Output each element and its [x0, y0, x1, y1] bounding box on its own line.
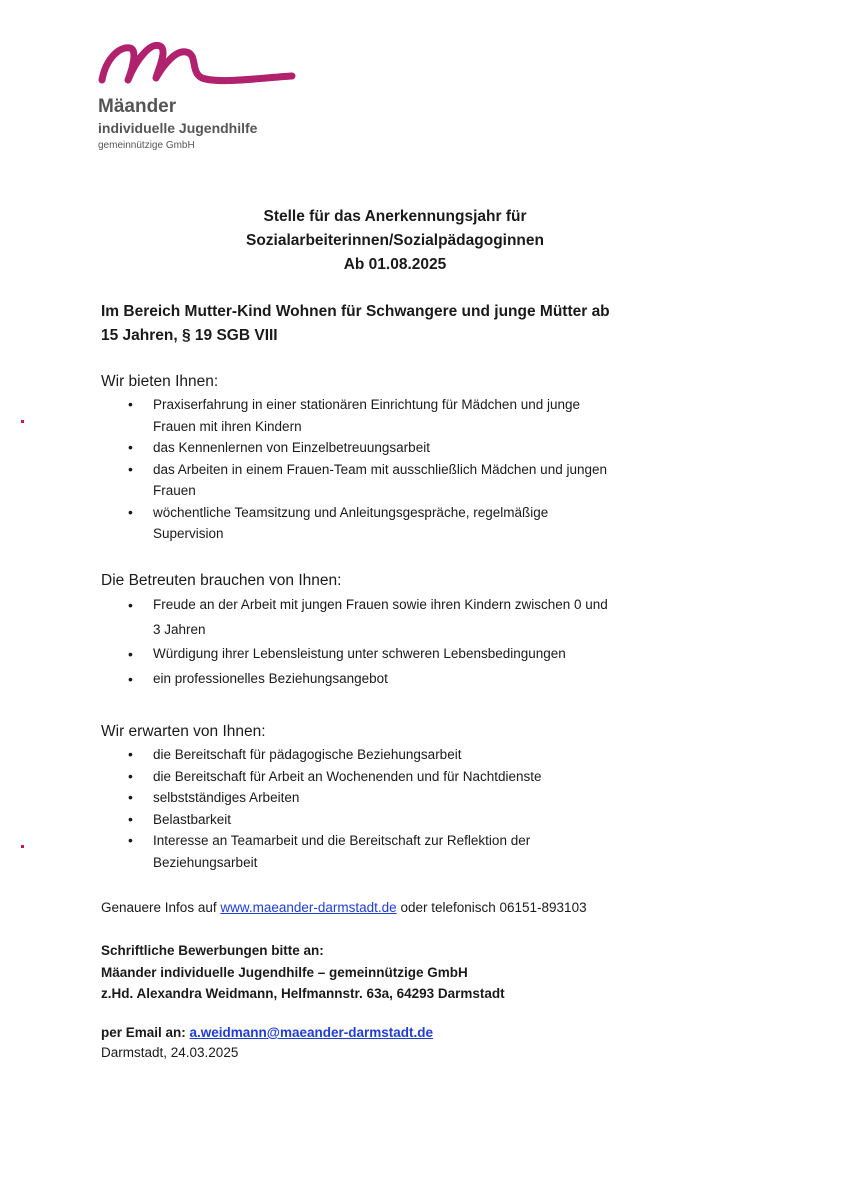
title-line: Sozialarbeiterinnen/Sozialpädagoginnen	[246, 232, 544, 249]
place-date: Darmstadt, 24.03.2025	[101, 1045, 239, 1060]
list-item: • Freude an der Arbeit mit jungen Frauen sowie ihren Kindern zwischen 0 und 3 Jahren	[153, 593, 721, 642]
list-item: • Interesse an Teamarbeit und die Bereitschaft zur Reflektion der Beziehungsarbeit	[153, 830, 721, 873]
list-item: • selbstständiges Arbeiten	[153, 787, 721, 809]
expect-heading: Wir erwarten von Ihnen:	[101, 723, 266, 740]
list-item: • ein professionelles Beziehungsangebot	[153, 667, 721, 692]
title-line: Stelle für das Anerkennungsjahr für	[263, 208, 527, 225]
list-item: • die Bereitschaft für Arbeit an Wochenenden und für Nachtdienste	[153, 766, 721, 788]
logo-subtitle: individuelle Jugendhilfe	[98, 120, 258, 136]
list-item: • das Kennenlernen von Einzelbetreuungsarbeit	[153, 437, 721, 459]
info-phone: oder telefonisch 06151-893103	[396, 900, 587, 915]
list-item: • die Bereitschaft für pädagogische Beziehungsarbeit	[153, 744, 721, 766]
intro-paragraph	[101, 300, 701, 348]
needs-list	[101, 593, 721, 691]
apply-heading: Schriftliche Bewerbungen bitte an:	[101, 943, 324, 958]
email-link[interactable]: a.weidmann@maeander-darmstadt.de	[189, 1025, 434, 1040]
list-item: • Belastbarkeit	[153, 809, 721, 831]
offer-heading: Wir bieten Ihnen:	[101, 373, 219, 390]
info-prefix: Genauere Infos auf	[101, 900, 221, 915]
apply-contact-person: z.Hd. Alexandra Weidmann, Helfmannstr. 63a, 64293 Darmstadt	[101, 986, 505, 1001]
website-link[interactable]: www.maeander-darmstadt.de	[220, 900, 397, 915]
company-logo	[98, 36, 298, 154]
logo-name: Mäander	[98, 96, 177, 117]
apply-organization: Mäander individuelle Jugendhilfe – gemeinnützige GmbH	[101, 964, 468, 980]
margin-mark	[21, 845, 24, 848]
list-item: • Würdigung ihrer Lebensleistung unter schweren Lebensbedingungen	[153, 642, 721, 667]
expect-list	[101, 744, 721, 873]
expect-section	[101, 722, 721, 873]
offer-section	[101, 372, 721, 545]
intro-line: 15 Jahren, § 19 SGB VIII	[101, 327, 278, 344]
maeander-logo-mark	[98, 36, 298, 92]
job-title	[100, 205, 690, 277]
list-item: • das Arbeiten in einem Frauen-Team mit ausschließlich Mädchen und jungen Frauen	[153, 459, 721, 502]
list-item: • wöchentliche Teamsitzung und Anleitungsgespräche, regelmäßige Supervision	[153, 502, 721, 545]
info-line	[101, 898, 587, 918]
logo-legal-form: gemeinnützige GmbH	[98, 140, 195, 151]
offer-list	[101, 394, 721, 545]
email-block	[101, 1023, 433, 1063]
email-label: per Email an:	[101, 1025, 190, 1040]
margin-mark	[21, 420, 24, 423]
needs-section	[101, 571, 721, 691]
application-address	[101, 940, 505, 1005]
list-item: • Praxiserfahrung in einer stationären Einrichtung für Mädchen und junge Frauen mit ihren Kindern	[153, 394, 721, 437]
needs-heading: Die Betreuten brauchen von Ihnen:	[101, 572, 342, 589]
title-date: Ab 01.08.2025	[343, 256, 447, 273]
intro-line: Im Bereich Mutter-Kind Wohnen für Schwangere und junge Mütter ab	[101, 303, 610, 320]
